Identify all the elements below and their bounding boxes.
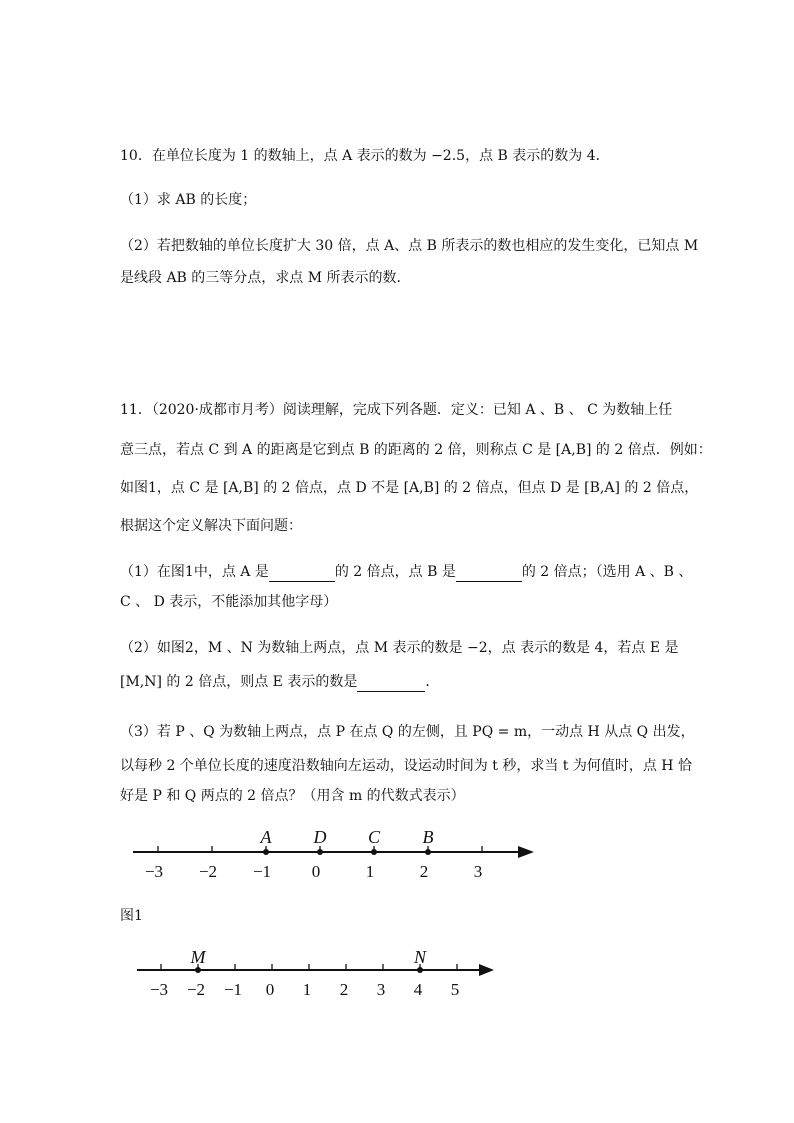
q10-part2-line1: （2）若把数轴的单位长度扩大 30 倍，点 A、点 B 所表示的数也相应的发生变化，已知点 M — [120, 238, 699, 254]
figure2-tick-label-7: 4 — [413, 980, 423, 999]
q11-part3-line3: 好是 P 和 Q 两点的 2 倍点？（用含 m 的代数式表示） — [120, 788, 465, 804]
q11-part2-text-b: ． — [425, 674, 440, 690]
q11-part3-line1: （3）若 P 、Q 为数轴上两点，点 P 在点 Q 的左侧，且 PQ = m，一动点 H 从点 Q 出发， — [120, 724, 695, 740]
figure2-tick-label-6: 3 — [376, 980, 386, 999]
axis-arrow — [479, 964, 494, 976]
q11-line4: 根据这个定义解决下面问题： — [120, 518, 302, 534]
figure2-tick-label-4: 1 — [302, 980, 312, 999]
figure1-tick-label-2: −1 — [252, 862, 272, 881]
q10-stem: 10．在单位长度为 1 的数轴上，点 A 表示的数为 −2.5，点 B 表示的数为 4． — [120, 148, 610, 164]
point-a-label: A — [260, 827, 272, 847]
q11-line1: 11．（2020·成都市月考）阅读理解，完成下列各题．定义：已知 A 、B 、 C 为数轴上任 — [120, 402, 673, 418]
point-c-dot — [371, 849, 377, 855]
point-d-label: D — [313, 827, 327, 847]
figure1-tick-label-4: 1 — [365, 862, 375, 881]
answer-blank-3[interactable] — [357, 675, 425, 692]
q10-part2-line2: 是线段 AB 的三等分点，求点 M 所表示的数． — [120, 270, 411, 286]
q10-part1: （1）求 AB 的长度； — [120, 192, 257, 208]
figure2-tick-label-3: 0 — [265, 980, 275, 999]
point-c-label: C — [367, 827, 381, 847]
figure1-tick-label-6: 3 — [473, 862, 483, 881]
q11-part2-text-a: [M,N] 的 2 倍点，则点 E 表示的数是 — [120, 674, 358, 690]
point-m-dot — [195, 967, 201, 973]
figure1-caption: 图1 — [120, 908, 143, 924]
figure2-tick-label-1: −2 — [186, 980, 206, 999]
answer-blank-2[interactable] — [456, 565, 522, 582]
point-n-dot — [417, 967, 423, 973]
q11-part1-text-c: 的 2 倍点；（选用 A 、B 、 — [521, 564, 693, 580]
point-a-dot — [263, 849, 269, 855]
q11-line3: 如图1，点 C 是 [A,B] 的 2 倍点，点 D 不是 [A,B] 的 2 倍点，但点 D 是 [B,A] 的 2 倍点， — [120, 480, 699, 496]
q11-part2-line2 — [120, 672, 439, 692]
figure1-tick-label-1: −2 — [198, 862, 218, 881]
figure2-tick-label-8: 5 — [450, 980, 460, 999]
figure1-tick-label-3: 0 — [311, 862, 321, 881]
point-n-label: N — [413, 948, 427, 967]
axis-arrow — [518, 846, 534, 858]
q11-line2: 意三点，若点 C 到 A 的距离是它到点 B 的距离的 2 倍，则称点 C 是 [A,B] 的 2 倍点．例如： — [120, 442, 712, 458]
point-b-dot — [425, 849, 431, 855]
figure1-tick-label-5: 2 — [419, 862, 429, 881]
q11-part1-line1 — [120, 562, 692, 582]
q11-part2-line1: （2）如图2，M 、N 为数轴上两点，点 M 表示的数是 −2，点 表示的数是 4，若点 E 是 — [120, 640, 679, 656]
figure2-number-line — [0, 948, 794, 1008]
answer-blank-1[interactable] — [269, 565, 335, 582]
q11-part3-line2: 以每秒 2 个单位长度的速度沿数轴向左运动，设运动时间为 t 秒，求当 t 为何值时，点 H 恰 — [120, 758, 692, 774]
point-d-dot — [317, 849, 323, 855]
figure2-tick-label-0: −3 — [149, 980, 169, 999]
figure2-tick-label-2: −1 — [223, 980, 243, 999]
q11-part1-text-a: （1）在图1中，点 A 是 — [120, 564, 269, 580]
q11-part1-text-b: 的 2 倍点，点 B 是 — [334, 564, 456, 580]
point-b-label: B — [422, 827, 434, 847]
figure1-number-line — [0, 818, 794, 888]
point-m-label: M — [190, 948, 206, 967]
figure1-tick-label-0: −3 — [144, 862, 164, 881]
figure2-tick-label-5: 2 — [339, 980, 349, 999]
q11-part1-line2: C 、 D 表示，不能添加其他字母） — [120, 594, 338, 610]
